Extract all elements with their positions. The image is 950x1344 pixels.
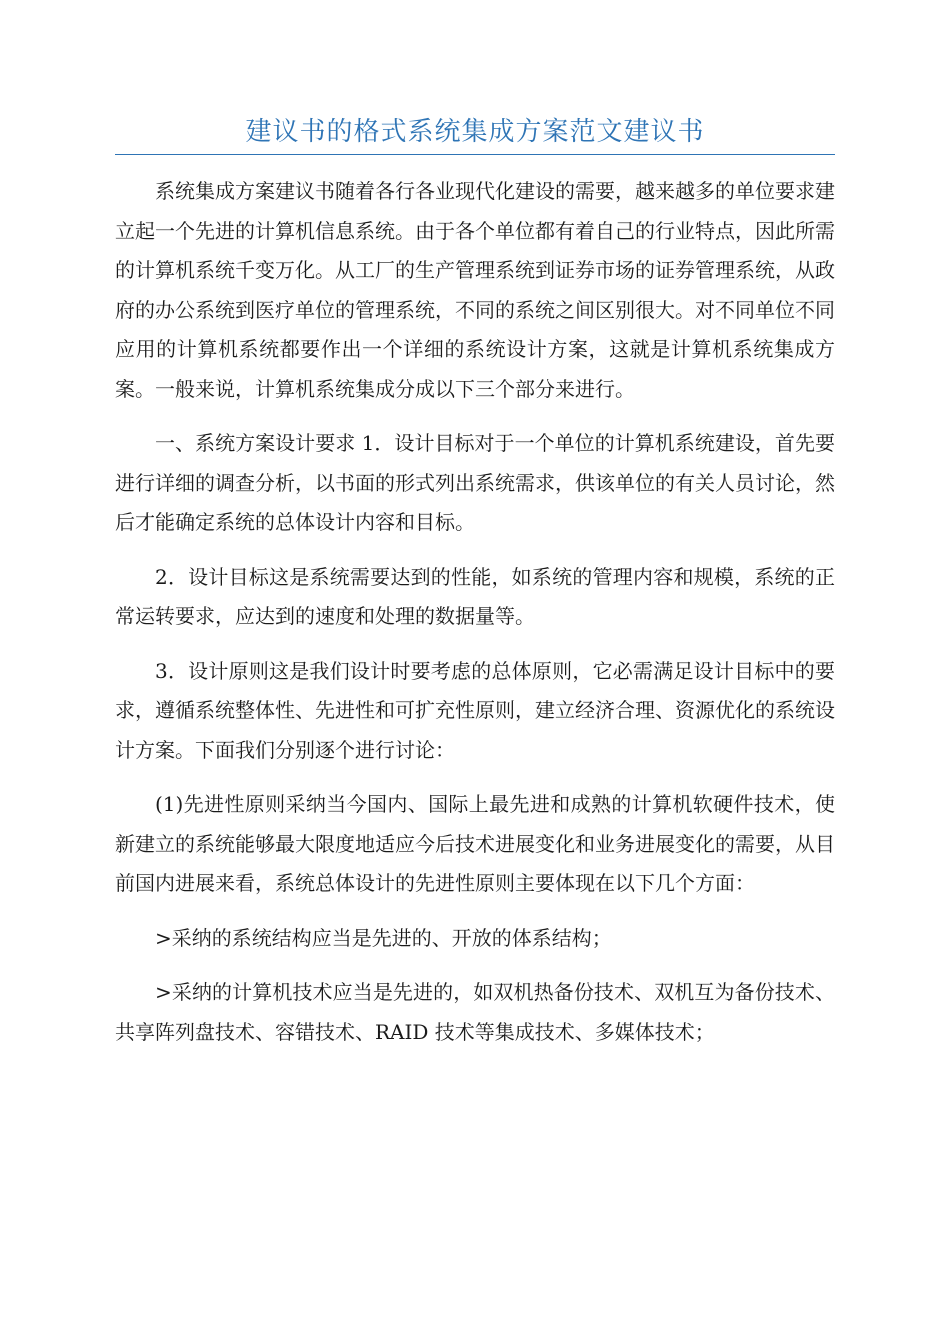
paragraph-advanced-principle: (1)先进性原则采纳当今国内、国际上最先进和成熟的计算机软硬件技术，使新建立的系统能够最大限度地适应今后技术进展变化和业务进展变化的需要，从目前国内进展来看，系统总体设计的先进性原则主要体现在以下几个方面： bbox=[115, 792, 835, 895]
paragraph-intro: 系统集成方案建议书随着各行各业现代化建设的需要，越来越多的单位要求建立起一个先进的计算机信息系统。由于各个单位都有着自己的行业特点，因此所需的计算机系统千变万化。从工厂的生产管理系统到证券市场的证券管理系统，从政府的办公系统到医疗单位的管理系统，不同的系统之间区别很大。对不同单位不同应用的计算机系统都要作出一个详细的系统设计方案，这就是计算机系统集成方案。一般来说，计算机系统集成分成以下三个部分来进行。 bbox=[115, 179, 835, 401]
list-item-computer-technology: >采纳的计算机技术应当是先进的，如双机热备份技术、双机互为备份技术、共享阵列盘技术、容错技术、RAID 技术等集成技术、多媒体技术； bbox=[115, 980, 835, 1044]
title-underline bbox=[115, 154, 835, 155]
document-title: 建议书的格式系统集成方案范文建议书 bbox=[245, 117, 705, 147]
paragraph-design-goals: 2．设计目标这是系统需要达到的性能，如系统的管理内容和规模，系统的正常运转要求，应达到的速度和处理的数据量等。 bbox=[115, 564, 835, 628]
paragraph-design-principles: 3．设计原则这是我们设计时要考虑的总体原则，它必需满足设计目标中的要求，遵循系统整体性、先进性和可扩充性原则，建立经济合理、资源优化的系统设计方案。下面我们分别逐个进行讨论： bbox=[115, 658, 835, 762]
document-body bbox=[115, 172, 835, 1067]
paragraph-design-requirements: 一、系统方案设计要求 1．设计目标对于一个单位的计算机系统建设，首先要进行详细的调查分析，以书面的形式列出系统需求，供该单位的有关人员讨论，然后才能确定系统的总体设计内容和目标。 bbox=[115, 431, 835, 534]
list-item-system-structure: >采纳的系统结构应当是先进的、开放的体系结构； bbox=[155, 925, 612, 950]
